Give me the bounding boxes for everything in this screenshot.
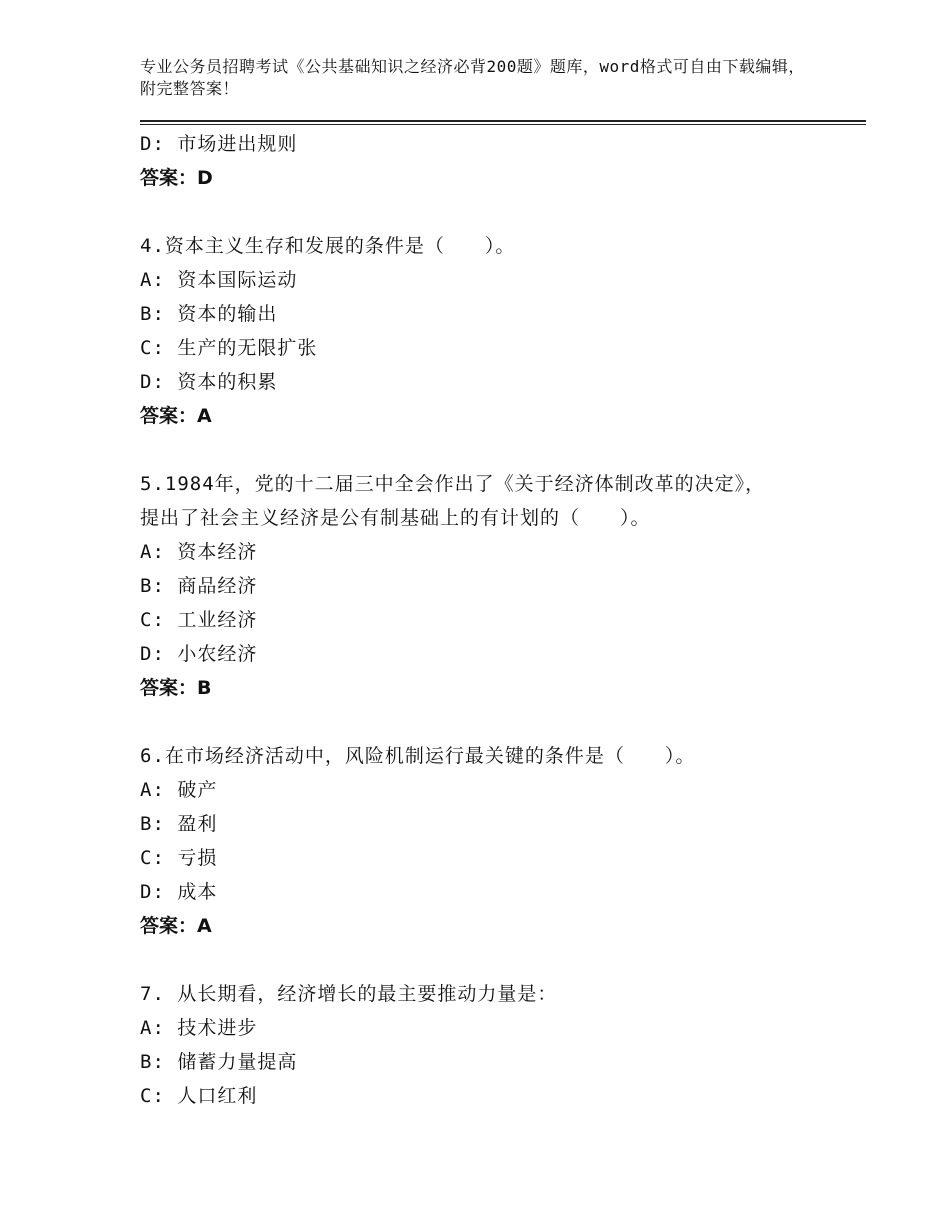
option-d: D: 小农经济 <box>140 643 258 665</box>
question-stem: 4.资本主义生存和发展的条件是（ ）。 <box>140 235 516 257</box>
answer-label: 答案：A <box>140 915 212 937</box>
option-c: C: 亏损 <box>140 847 218 869</box>
option-a: A: 资本国际运动 <box>140 269 298 291</box>
option-a: A: 资本经济 <box>140 541 258 563</box>
answer-label: 答案：D <box>140 167 213 189</box>
option-b: B: 资本的输出 <box>140 303 278 325</box>
option-d: D: 成本 <box>140 881 218 903</box>
option-b: B: 盈利 <box>140 813 218 835</box>
option-c: C: 生产的无限扩张 <box>140 337 318 359</box>
option-d: D: 资本的积累 <box>140 371 278 393</box>
question-content <box>140 127 830 1113</box>
answer-label: 答案：A <box>140 405 212 427</box>
document-header: 专业公务员招聘考试《公共基础知识之经济必背200题》题库，word格式可自由下载编辑，附完整答案！ <box>140 57 805 98</box>
option-a: A: 技术进步 <box>140 1017 258 1039</box>
option-b: B: 商品经济 <box>140 575 258 597</box>
header-rule-thick <box>140 120 866 122</box>
question-stem: 5.1984年，党的十二届三中全会作出了《关于经济体制改革的决定》，提出了社会主义经济是公有制基础上的有计划的（ ）。 <box>140 473 766 529</box>
option-d: D: 市场进出规则 <box>140 133 298 155</box>
option-b: B: 储蓄力量提高 <box>140 1051 298 1073</box>
header-rule-thin <box>140 124 866 125</box>
option-c: C: 工业经济 <box>140 609 258 631</box>
question-stem: 6.在市场经济活动中，风险机制运行最关键的条件是（ ）。 <box>140 745 696 767</box>
question-stem: 7. 从长期看，经济增长的最主要推动力量是： <box>140 983 558 1005</box>
option-c: C: 人口红利 <box>140 1085 258 1107</box>
option-a: A: 破产 <box>140 779 218 801</box>
answer-label: 答案：B <box>140 677 212 699</box>
